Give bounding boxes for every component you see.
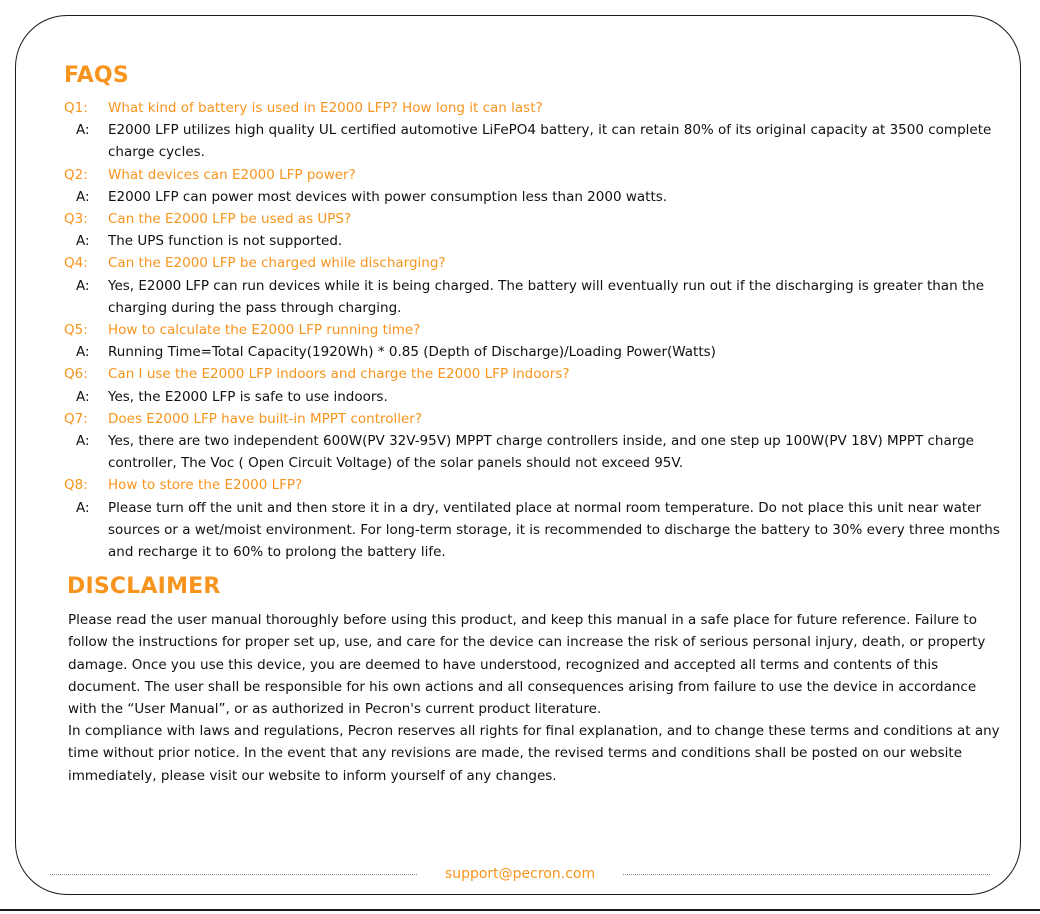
faq-question — [64, 252, 1004, 274]
faq-answer — [64, 119, 1004, 163]
faq-answer — [64, 497, 1004, 564]
answer-label: A: — [76, 344, 90, 361]
answer-text: Yes, there are two independent 600W(PV 32V-95V) MPPT charge controllers inside, and one step up 100W(PV 18V) MPPT charge controller, The Voc ( Open Circuit Voltage) of the solar panels should not exceed 95V. — [108, 433, 974, 472]
question-text: Does E2000 LFP have built-in MPPT controller? — [108, 410, 423, 427]
answer-label: A: — [76, 277, 90, 294]
faq-answer — [64, 186, 1004, 208]
question-text: Can the E2000 LFP be used as UPS? — [108, 211, 352, 228]
question-number: Q7: — [64, 410, 88, 427]
faq-answer — [64, 341, 1004, 363]
disclaimer-paragraph: In compliance with laws and regulations, Pecron reserves all rights for final explanation, and to change these terms and conditions at any time without prior notice. In the event that any revisions are made, the revised terms and conditions shall be posted on our website immediately, please visit our website to inform yourself of any changes. — [68, 723, 1000, 784]
question-number: Q5: — [64, 322, 88, 339]
faq-list — [64, 97, 1004, 563]
faq-question — [64, 363, 1004, 385]
answer-label: A: — [76, 233, 90, 250]
question-number: Q8: — [64, 477, 88, 494]
disclaimer-heading: DISCLAIMER — [67, 574, 221, 600]
question-text: How to calculate the E2000 LFP running time? — [108, 322, 421, 339]
footer-divider-right — [623, 874, 990, 875]
question-text: Can the E2000 LFP be charged while discharging? — [108, 255, 446, 272]
faq-answer — [64, 430, 1004, 474]
faq-question — [64, 208, 1004, 230]
question-number: Q1: — [64, 100, 88, 116]
question-number: Q6: — [64, 366, 88, 383]
answer-label: A: — [76, 188, 90, 205]
faqs-heading: FAQS — [64, 63, 129, 88]
bottom-rule — [0, 909, 1040, 911]
answer-text: E2000 LFP can power most devices with power consumption less than 2000 watts. — [108, 188, 668, 205]
answer-text: The UPS function is not supported. — [108, 233, 343, 250]
question-text: What devices can E2000 LFP power? — [108, 166, 356, 183]
question-number: Q4: — [64, 255, 88, 272]
footer — [50, 862, 990, 886]
faq-question — [64, 164, 1004, 186]
faq-question — [64, 319, 1004, 341]
support-email-link[interactable]: support@pecron.com — [444, 866, 596, 882]
footer-divider-left — [50, 874, 417, 875]
answer-label: A: — [76, 433, 90, 450]
page-content — [64, 60, 1004, 787]
faq-question — [64, 474, 1004, 496]
question-text: How to store the E2000 LFP? — [108, 477, 303, 494]
faq-answer — [64, 386, 1004, 408]
answer-text: Please turn off the unit and then store it in a dry, ventilated place at normal room temperature. Do not place this unit near water sources or a wet/moist environment. For long-term storage, it is recommended to discharge the battery to 30% every three months and recharge it to 60% to prolong the battery life. — [108, 499, 1000, 561]
answer-label: A: — [76, 122, 90, 139]
answer-text: Running Time=Total Capacity(1920Wh) * 0.85 (Depth of Discharge)/Loading Power(Watts) — [108, 344, 716, 361]
question-number: Q2: — [64, 166, 88, 183]
question-number: Q3: — [64, 211, 88, 228]
answer-text: E2000 LFP utilizes high quality UL certified automotive LiFePO4 battery, it can retain 80% of its original capacity at 3500 complete charge cycles. — [108, 122, 992, 161]
question-text: What kind of battery is used in E2000 LFP? How long it can last? — [108, 100, 543, 116]
faq-answer — [64, 275, 1004, 319]
answer-text: Yes, E2000 LFP can run devices while it is being charged. The battery will eventually run out if the discharging is greater than the charging during the pass through charging. — [108, 277, 985, 316]
disclaimer-paragraph: Please read the user manual thoroughly before using this product, and keep this manual in a safe place for future reference. Failure to follow the instructions for proper set up, use, and care for the device can increase the risk of serious personal injury, death, or property damage. Once you use this device, you are deemed to have understood, recognized and accepted all terms and contents of this document. The user shall be responsible for his own actions and all consequences arising from failure to use the device in accordance with the “User Manual”, or as authorized in Pecron's current product literature. — [68, 612, 986, 718]
answer-label: A: — [76, 499, 90, 516]
answer-text: Yes, the E2000 LFP is safe to use indoors. — [108, 388, 388, 405]
faq-answer — [64, 230, 1004, 252]
answer-label: A: — [76, 388, 90, 405]
disclaimer-body — [64, 609, 1003, 787]
faq-question — [64, 97, 1004, 119]
question-text: Can I use the E2000 LFP indoors and charge the E2000 LFP indoors? — [108, 366, 570, 383]
faq-question — [64, 408, 1004, 430]
